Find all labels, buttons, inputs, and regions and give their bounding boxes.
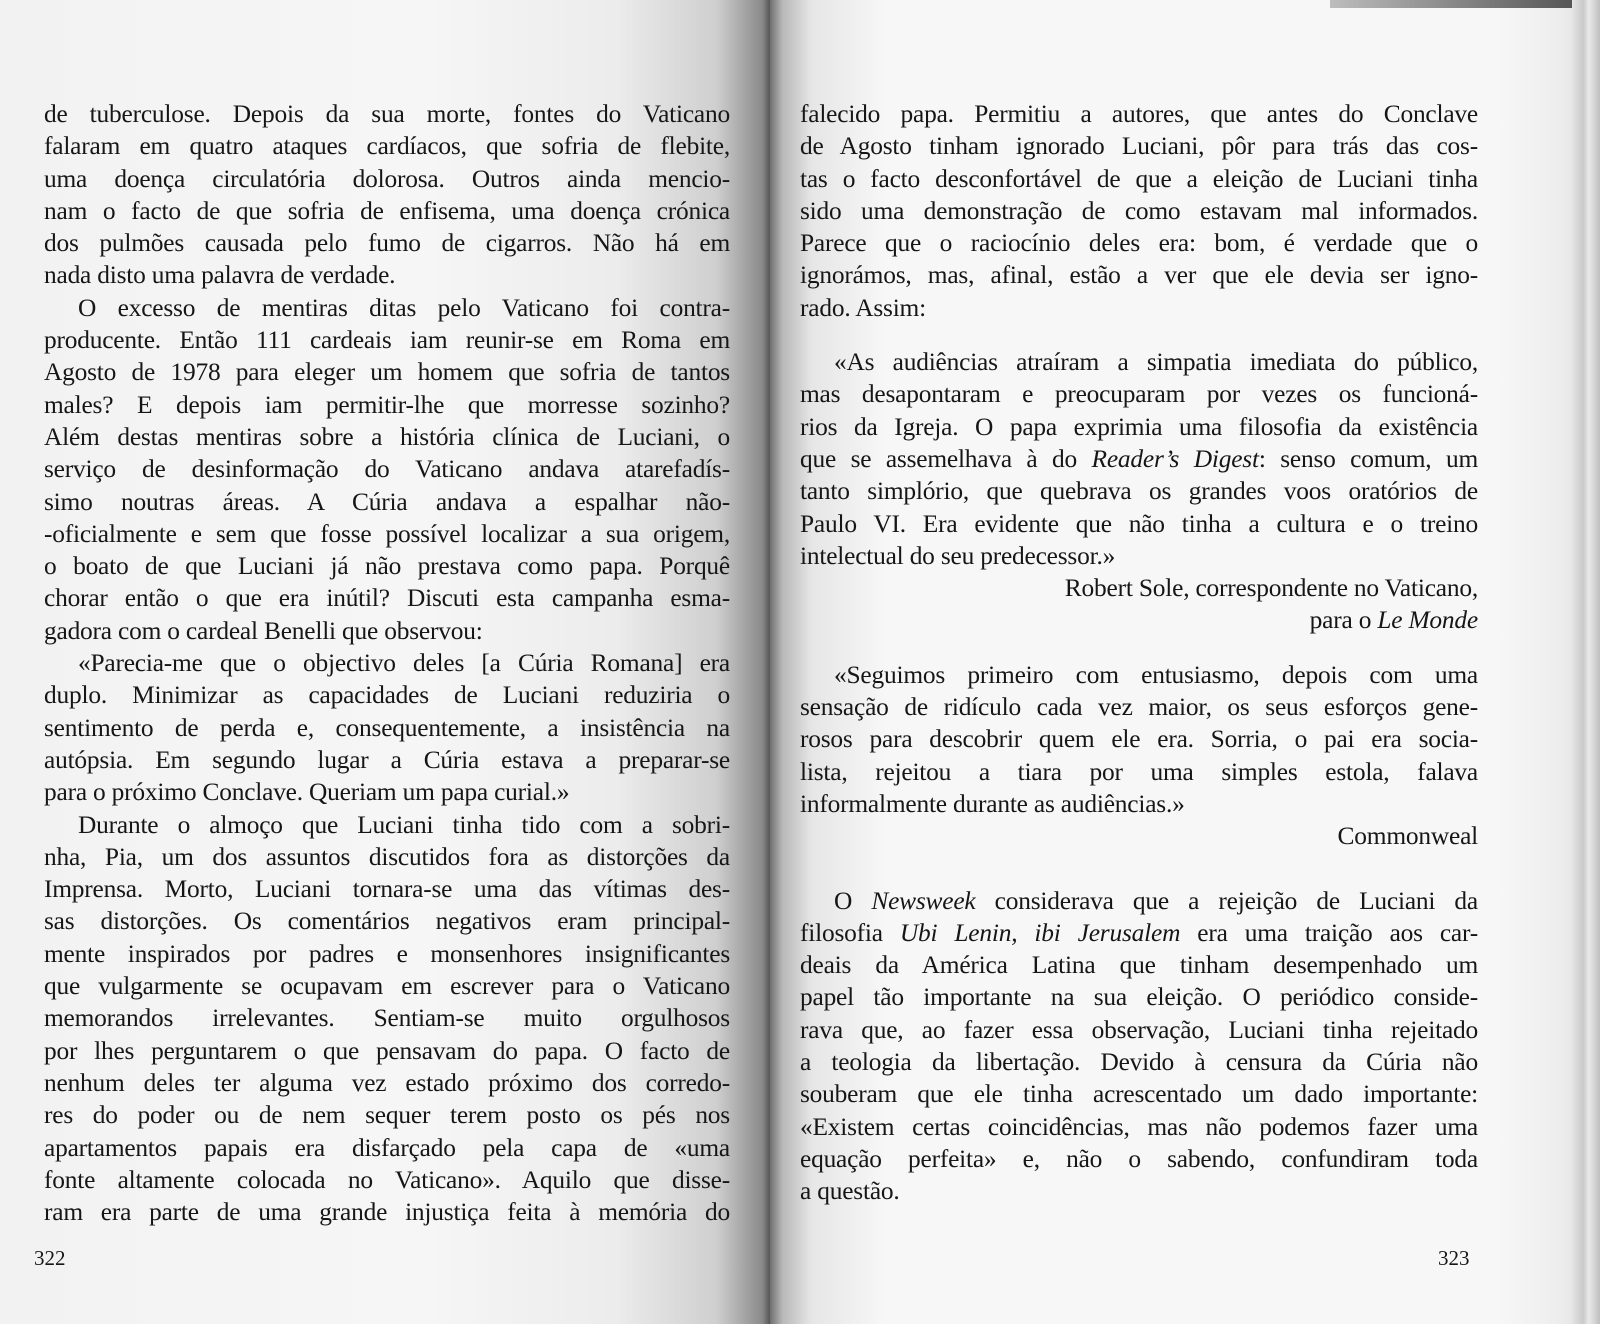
text-line: autópsia. Em segundo lugar a Cúria estava a preparar-se [44, 745, 730, 774]
quote-text: que se assemelhava à do [800, 444, 1092, 473]
text-line: O excesso de mentiras ditas pelo Vaticano foi contra- [78, 293, 730, 322]
text-line: simo noutras áreas. A Cúria andava a espalhar não- [44, 487, 730, 516]
text-line: Imprensa. Morto, Luciani tornara-se uma das vítimas des- [44, 875, 730, 904]
text-line: «Parecia-me que o objectivo deles [a Cúria Romana] era [78, 649, 730, 678]
quote-line: tanto simplório, que quebrava os grandes voos oratórios de [800, 477, 1478, 506]
page-number: 323 [1438, 1246, 1470, 1270]
quote-line: mas desapontaram e preocuparam por vezes os funcioná- [800, 380, 1478, 409]
quote-line: intelectual do seu predecessor.» [800, 541, 1116, 570]
text-line: rava que, ao fazer essa observação, Luciani tinha rejeitado [800, 1015, 1478, 1044]
text-line: souberam que ele tinha acrescentado um dado importante: [800, 1080, 1478, 1109]
text-line: que vulgarmente se ocupavam em escrever para o Vaticano [44, 972, 730, 1001]
text-line: papel tão importante na sua eleição. O periódico conside- [800, 983, 1478, 1012]
quote-line: «As audiências atraíram a simpatia imediata do público, [834, 348, 1478, 377]
page-edge-shadow [1330, 0, 1600, 8]
quote-line [800, 443, 1478, 475]
right-page-text [800, 98, 1478, 1208]
publication-title: Newsweek [871, 886, 976, 915]
text-line: tas o facto desconfortável de que a eleição de Luciani tinha [800, 164, 1478, 193]
text-line: sido uma demonstração de como estavam mal informados. [800, 196, 1478, 225]
text-line: fonte altamente colocada no Vaticano». Aquilo que disse- [44, 1165, 730, 1194]
left-page [0, 0, 770, 1324]
text-line: rado. Assim: [800, 293, 926, 322]
text-line: chorar então o que era inútil? Discuti esta campanha esma- [44, 584, 730, 613]
text-line: males? E depois iam permitir-lhe que morresse sozinho? [44, 390, 730, 419]
text-line: nam o facto de que sofria de enfisema, uma doença crónica [44, 196, 730, 225]
text-line: ram era parte de uma grande injustiça feita à memória do [44, 1198, 730, 1227]
text-line: uma doença circulatória dolorosa. Outros ainda mencio- [44, 164, 730, 193]
publication-title: Le Monde [1377, 606, 1478, 635]
quote-line: rosos para descobrir quem ele era. Sorria, o pai era socia- [800, 725, 1478, 754]
right-page [770, 0, 1600, 1324]
text-line: deais da América Latina que tinham desempenhado um [800, 951, 1478, 980]
quote-attribution: Robert Sole, correspondente no Vaticano, [1064, 574, 1478, 603]
text-line: falecido papa. Permitiu a autores, que antes do Conclave [800, 100, 1478, 128]
quote-line: sensação de ridículo cada vez maior, os seus esforços gene- [800, 693, 1478, 722]
quote-attribution [800, 604, 1478, 636]
body-text: considerava que a rejeição de Luciani da [975, 886, 1478, 915]
paragraph-gap [800, 637, 1478, 659]
text-line: falaram em quatro ataques cardíacos, que sofria de flebite, [44, 132, 730, 161]
text-line: equação perfeita» e, não o sabendo, confundiram toda [800, 1144, 1478, 1173]
text-line: Além destas mentiras sobre a história clínica de Luciani, o [44, 422, 730, 451]
text-line: a questão. [800, 1177, 900, 1206]
paragraph-gap [800, 324, 1478, 346]
body-text: filosofia [800, 918, 900, 947]
text-line: serviço de desinformação do Vaticano andava atarefadís- [44, 455, 730, 484]
left-page-text [44, 98, 730, 1228]
quote-line: rios da Igreja. O papa exprimia uma filosofia da existência [800, 412, 1478, 441]
paragraph-gap [800, 853, 1478, 885]
quote-line: «Seguimos primeiro com entusiasmo, depois com uma [834, 660, 1478, 689]
body-text: era uma traição aos car- [1180, 918, 1478, 947]
text-line: Agosto de 1978 para eleger um homem que sofria de tantos [44, 358, 730, 387]
publication-title: Reader’s Digest [1091, 444, 1259, 473]
text-line [800, 917, 1478, 949]
text-line [800, 885, 1478, 917]
text-line: Parece que o raciocínio deles era: bom, é verdade que o [800, 229, 1478, 258]
quote-attribution: Commonweal [1337, 822, 1478, 851]
text-line: res do poder ou de nem sequer terem posto os pés nos [44, 1101, 730, 1130]
text-line: «Existem certas coincidências, mas não podemos fazer uma [800, 1112, 1478, 1141]
text-line: dos pulmões causada pelo fumo de cigarros. Não há em [44, 229, 730, 258]
text-line: nada disto uma palavra de verdade. [44, 261, 396, 290]
quote-line: informalmente durante as audiências.» [800, 789, 1185, 818]
body-text: O [834, 886, 872, 915]
text-line: apartamentos papais era disfarçado pela capa de «uma [44, 1133, 730, 1162]
latin-phrase: Ubi Lenin, ibi Jerusalem [899, 918, 1181, 947]
text-line: nha, Pia, um dos assuntos discutidos fora as distorções da [44, 842, 730, 871]
text-line: duplo. Minimizar as capacidades de Luciani reduziria o [44, 681, 730, 710]
text-line: mente inspirados por padres e monsenhores insignificantes [44, 939, 730, 968]
text-line: gadora com o cardeal Benelli que observou: [44, 616, 483, 645]
text-line: sas distorções. Os comentários negativos eram principal- [44, 907, 730, 936]
text-line: memorandos irrelevantes. Sentiam-se muito orgulhosos [44, 1004, 730, 1033]
quote-line: Paulo VI. Era evidente que não tinha a cultura e o treino [800, 509, 1478, 538]
text-line: -oficialmente e sem que fosse possível localizar a sua origem, [44, 519, 730, 548]
text-line: sentimento de perda e, consequentemente, a insistência na [44, 713, 730, 742]
page-number: 322 [34, 1246, 66, 1270]
text-line: producente. Então 111 cardeais iam reunir-se em Roma em [44, 326, 730, 355]
text-line: nenhum deles ter alguma vez estado próximo dos corredo- [44, 1068, 730, 1097]
text-line: de Agosto tinham ignorado Luciani, pôr para trás das cos- [800, 132, 1478, 161]
quote-text: : senso comum, um [1258, 444, 1478, 473]
text-line: ignorámos, mas, afinal, estão a ver que ele devia ser igno- [800, 261, 1478, 290]
text-line: o boato de que Luciani já não prestava como papa. Porquê [44, 552, 730, 581]
text-line: Durante o almoço que Luciani tinha tido com a sobri- [78, 810, 730, 839]
text-line: a teologia da libertação. Devido à censura da Cúria não [800, 1048, 1478, 1077]
text-line: por lhes perguntarem o que pensavam do papa. O facto de [44, 1036, 730, 1065]
page-edge [1572, 0, 1600, 1324]
quote-line: lista, rejeitou a tiara por uma simples estola, falava [800, 757, 1478, 786]
text-line: de tuberculose. Depois da sua morte, fontes do Vaticano [44, 100, 730, 128]
text-line: para o próximo Conclave. Queriam um papa curial.» [44, 778, 570, 807]
attribution-text: para o [1309, 606, 1378, 635]
